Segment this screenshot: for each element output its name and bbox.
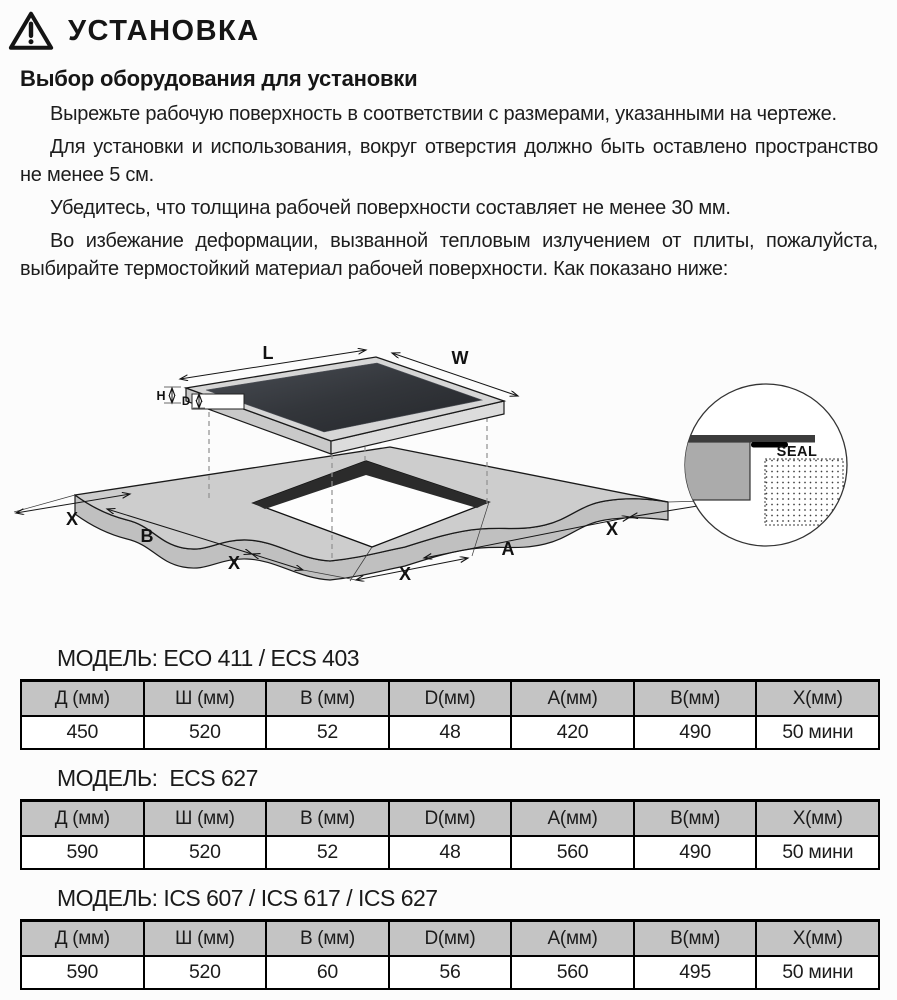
dim-label-b: B — [140, 526, 154, 546]
dimensions-table-3 — [20, 919, 880, 990]
value-cell: 490 — [634, 716, 757, 749]
header-cell: Х(мм) — [756, 681, 879, 717]
page-header — [8, 10, 260, 52]
value-cell: 50 мини — [756, 836, 879, 869]
value-cell: 520 — [144, 836, 267, 869]
table-row — [21, 716, 879, 749]
value-cell: 590 — [21, 956, 144, 989]
header-cell: В(мм) — [634, 921, 757, 957]
table-header-row — [21, 681, 879, 717]
paragraph: Для установки и использования, вокруг отверстия должно быть оставлено пространство не менее 5 см. — [20, 136, 878, 186]
model-section-2 — [20, 766, 880, 870]
value-cell: 420 — [511, 716, 634, 749]
model-section-1 — [20, 646, 880, 750]
header-cell: Д (мм) — [21, 921, 144, 957]
value-cell: 560 — [511, 956, 634, 989]
header-cell: А(мм) — [511, 801, 634, 837]
model-title: МОДЕЛЬ: ECS 627 — [57, 765, 258, 791]
dim-label-x-right: X — [605, 519, 619, 539]
value-cell: 50 мини — [756, 956, 879, 989]
header-cell: Х(мм) — [756, 801, 879, 837]
value-cell: 490 — [634, 836, 757, 869]
table-header-row — [21, 801, 879, 837]
header-cell: Д (мм) — [21, 801, 144, 837]
value-cell: 52 — [266, 836, 389, 869]
warning-triangle-icon — [8, 10, 54, 52]
table-header-row — [21, 921, 879, 957]
header-cell: А(мм) — [511, 921, 634, 957]
worktop-cross-section — [765, 459, 843, 525]
paragraph: Вырежьте рабочую поверхность в соответствии с размерами, указанными на чертеже. — [50, 103, 837, 125]
dimensions-table-2 — [20, 799, 880, 870]
header-cell: D(мм) — [389, 681, 512, 717]
cooktop-housing-box — [192, 394, 244, 409]
dim-label-length: L — [262, 343, 274, 363]
seal-detail — [684, 384, 847, 546]
table-row — [21, 836, 879, 869]
value-cell: 52 — [266, 716, 389, 749]
header-cell: Ш (мм) — [144, 921, 267, 957]
dim-label-depth: D — [181, 396, 191, 408]
paragraph: Во избежание деформации, вызванной тепловым излучением от плиты, пожалуйста, выбирайте термостойкий материал рабочей поверхности. Как показано ниже: — [20, 230, 878, 280]
header-cell: В(мм) — [634, 681, 757, 717]
body-text — [20, 100, 878, 288]
value-cell: 48 — [389, 716, 512, 749]
value-cell: 60 — [266, 956, 389, 989]
model-section-3 — [20, 886, 880, 990]
dim-label-x-front-left: X — [227, 553, 241, 573]
paragraph: Убедитесь, что толщина рабочей поверхности составляет не менее 30 мм. — [50, 197, 731, 219]
value-cell: 590 — [21, 836, 144, 869]
model-title: МОДЕЛЬ: ECO 411 / ECS 403 — [57, 645, 360, 671]
model-title: МОДЕЛЬ: ICS 607 / ICS 617 / ICS 627 — [57, 885, 438, 911]
header-cell: В (мм) — [266, 801, 389, 837]
worktop-slab — [75, 447, 668, 580]
dim-label-x-front: X — [398, 564, 412, 584]
header-cell: В (мм) — [266, 921, 389, 957]
value-cell: 520 — [144, 956, 267, 989]
header-cell: В (мм) — [266, 681, 389, 717]
header-cell: Д (мм) — [21, 681, 144, 717]
header-cell: А(мм) — [511, 681, 634, 717]
header-cell: Ш (мм) — [144, 681, 267, 717]
seal-label: SEAL — [776, 444, 818, 460]
dim-label-height: H — [156, 389, 166, 403]
dim-label-width: W — [451, 348, 469, 368]
dim-label-a: A — [501, 539, 515, 559]
dim-label-x-left: X — [65, 509, 79, 529]
header-cell: D(мм) — [389, 921, 512, 957]
cooktop-body-section — [684, 442, 750, 500]
value-cell: 520 — [144, 716, 267, 749]
table-row — [21, 956, 879, 989]
section-subtitle: Выбор оборудования для установки — [20, 66, 418, 91]
header-cell: Х(мм) — [756, 921, 879, 957]
value-cell: 48 — [389, 836, 512, 869]
value-cell: 50 мини — [756, 716, 879, 749]
installation-diagram — [0, 343, 897, 643]
header-cell: D(мм) — [389, 801, 512, 837]
header-cell: В(мм) — [634, 801, 757, 837]
value-cell: 450 — [21, 716, 144, 749]
page-title: УСТАНОВКА — [68, 14, 260, 47]
value-cell: 56 — [389, 956, 512, 989]
value-cell: 495 — [634, 956, 757, 989]
cooktop-glass-section — [686, 435, 815, 443]
header-cell: Ш (мм) — [144, 801, 267, 837]
cooktop — [186, 357, 504, 454]
value-cell: 560 — [511, 836, 634, 869]
dimensions-table-1 — [20, 679, 880, 750]
